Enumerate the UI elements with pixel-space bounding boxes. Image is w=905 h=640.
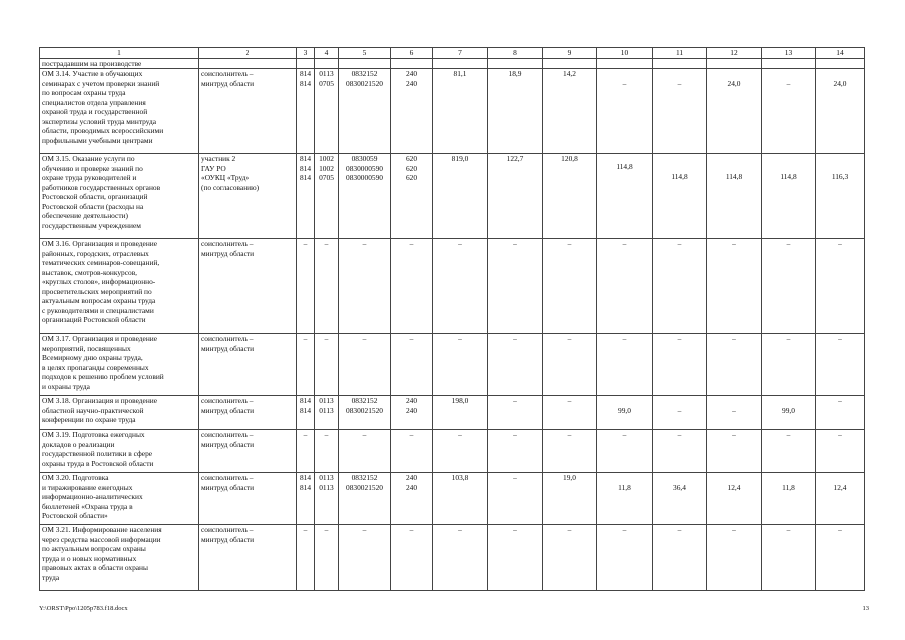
year-value: 24,0 — [816, 69, 865, 154]
year-value: – — [707, 430, 762, 473]
table-row — [40, 334, 865, 396]
total-value: – — [433, 430, 488, 473]
column-header: 6 — [391, 48, 433, 59]
measure-name: ОМ 3.14. Участие в обучающих семинарах с учетом проверки знаний по вопросам охраны труда специалистов отдела управления охраной труда и государственной экспертизы условий труда минтруда области, проводимых всероссийскими профильными учебными центрами — [40, 69, 199, 154]
grbs-code: – — [297, 430, 315, 473]
expense-code: 240 240 — [391, 396, 433, 430]
executor: соисполнитель – минтруд области — [199, 525, 297, 591]
section-code: 0113 0113 — [315, 473, 339, 525]
column-header: 4 — [315, 48, 339, 59]
column-header: 9 — [543, 48, 597, 59]
executor: соисполнитель – минтруд области — [199, 239, 297, 334]
year-value: 36,4 — [653, 473, 707, 525]
year-value: – — [762, 525, 816, 591]
column-header: 11 — [653, 48, 707, 59]
year-value: – — [653, 69, 707, 154]
measure-name: ОМ 3.21. Информирование населения через средства массовой информации по актуальным вопросам охраны труда и о новых нормативных правовых актах в области охраны труда — [40, 525, 199, 591]
executor: участник 2 ГАУ РО «ОУКЦ «Труд» (по согласованию) — [199, 154, 297, 239]
year-value: 114,8 — [762, 154, 816, 239]
section-code: – — [315, 239, 339, 334]
column-header: 10 — [597, 48, 653, 59]
section-code: 1002 1002 0705 — [315, 154, 339, 239]
grbs-code: – — [297, 334, 315, 396]
column-header: 2 — [199, 48, 297, 59]
measure-name: ОМ 3.18. Организация и проведение областной научно-практической конференции по охране труда — [40, 396, 199, 430]
target-code: – — [339, 430, 391, 473]
executor: соисполнитель – минтруд области — [199, 69, 297, 154]
expense-code: – — [391, 334, 433, 396]
year-value: – — [653, 239, 707, 334]
column-header: 14 — [816, 48, 865, 59]
year-value: – — [816, 334, 865, 396]
year-value: 120,8 — [543, 154, 597, 239]
year-value: – — [762, 69, 816, 154]
total-value: 819,0 — [433, 154, 488, 239]
year-value: – — [543, 334, 597, 396]
year-value: – — [597, 525, 653, 591]
year-value: – — [488, 396, 543, 430]
table-row — [40, 239, 865, 334]
expense-code: – — [391, 525, 433, 591]
year-value: – — [653, 334, 707, 396]
year-value: 11,8 — [597, 473, 653, 525]
target-code: – — [339, 525, 391, 591]
year-value: 99,0 — [597, 396, 653, 430]
table-row — [40, 69, 865, 154]
total-value: – — [433, 525, 488, 591]
column-header: 7 — [433, 48, 488, 59]
file-path: Y:\ORST\Ppo\1205p783.f18.docx — [39, 605, 128, 612]
year-value: 122,7 — [488, 154, 543, 239]
page-number: 13 — [862, 605, 869, 612]
executor: соисполнитель – минтруд области — [199, 396, 297, 430]
column-number-row — [40, 48, 865, 59]
total-value: – — [433, 334, 488, 396]
year-value: – — [597, 69, 653, 154]
table-row — [40, 473, 865, 525]
year-value: – — [707, 396, 762, 430]
measure-name: ОМ 3.17. Организация и проведение мероприятий, посвященных Всемирному дню охраны труда, в целях пропаганды современных подходов к решению проблем условий и охраны труда — [40, 334, 199, 396]
measure-name: ОМ 3.15. Оказание услуги по обучению и проверке знаний по охране труда руководителей и работников государственных органов Ростовской области, организаций Ростовской области (расходы на обеспечение деятельности) государственным учреждением — [40, 154, 199, 239]
year-value: 14,2 — [543, 69, 597, 154]
total-value: 81,1 — [433, 69, 488, 154]
grbs-code: 814 814 — [297, 396, 315, 430]
year-value: – — [707, 239, 762, 334]
year-value: – — [762, 239, 816, 334]
executor: соисполнитель – минтруд области — [199, 334, 297, 396]
year-value: 114,8 — [653, 154, 707, 239]
column-header: 3 — [297, 48, 315, 59]
target-code: – — [339, 334, 391, 396]
year-value: 24,0 — [707, 69, 762, 154]
year-value: – — [762, 334, 816, 396]
year-value: – — [543, 525, 597, 591]
year-value: – — [543, 396, 597, 430]
expense-code: 240 240 — [391, 69, 433, 154]
measure-name: ОМ 3.19. Подготовка ежегодных докладов о реализации государственной политики в сфере охраны труда в Ростовской области — [40, 430, 199, 473]
table-row — [40, 430, 865, 473]
year-value: – — [488, 473, 543, 525]
target-code: 0832152 0830021520 — [339, 473, 391, 525]
table-row — [40, 154, 865, 239]
grbs-code: 814 814 — [297, 69, 315, 154]
total-value: 103,8 — [433, 473, 488, 525]
year-value: – — [653, 430, 707, 473]
column-header: 13 — [762, 48, 816, 59]
year-value: – — [816, 396, 865, 430]
year-value: – — [762, 430, 816, 473]
section-code: – — [315, 334, 339, 396]
executor: соисполнитель – минтруд области — [199, 430, 297, 473]
year-value: – — [597, 430, 653, 473]
table-row — [40, 525, 865, 591]
expense-code: – — [391, 239, 433, 334]
column-header: 12 — [707, 48, 762, 59]
year-value: – — [543, 430, 597, 473]
table-row — [40, 396, 865, 430]
grbs-code: – — [297, 525, 315, 591]
grbs-code: 814 814 — [297, 473, 315, 525]
continuation-text: пострадавшим на производстве — [40, 59, 199, 69]
year-value: – — [816, 525, 865, 591]
year-value: – — [707, 334, 762, 396]
executor: соисполнитель – минтруд области — [199, 473, 297, 525]
target-code: 0832152 0830021520 — [339, 396, 391, 430]
year-value: – — [488, 430, 543, 473]
expense-code: – — [391, 430, 433, 473]
total-value: 198,0 — [433, 396, 488, 430]
section-code: 0113 0705 — [315, 69, 339, 154]
year-value: – — [488, 334, 543, 396]
year-value: 12,4 — [816, 473, 865, 525]
grbs-code: – — [297, 239, 315, 334]
column-header: 5 — [339, 48, 391, 59]
grbs-code: 814 814 814 — [297, 154, 315, 239]
year-value: 99,0 — [762, 396, 816, 430]
year-value: – — [816, 430, 865, 473]
measure-name: ОМ 3.20. Подготовка и тиражирование ежегодных информационно-аналитических бюллетеней «Охрана труда в Ростовской области» — [40, 473, 199, 525]
year-value: – — [653, 525, 707, 591]
year-value: – — [488, 525, 543, 591]
target-code: 0830059 0830000590 0830000590 — [339, 154, 391, 239]
total-value: – — [433, 239, 488, 334]
section-code: – — [315, 525, 339, 591]
year-value: – — [597, 334, 653, 396]
year-value: 11,8 — [762, 473, 816, 525]
year-value: 18,9 — [488, 69, 543, 154]
expense-code: 240 240 — [391, 473, 433, 525]
year-value: 12,4 — [707, 473, 762, 525]
target-code: 0832152 0830021520 — [339, 69, 391, 154]
continuation-row — [40, 59, 865, 69]
measure-name: ОМ 3.16. Организация и проведение районных, городских, отраслевых тематических семинаров-совещаний, выставок, смотров-конкурсов, «круглых столов», информационно- просветительских мероприятий по актуальным вопросам охраны труда с руководителями и специалистами организаций Ростовской области — [40, 239, 199, 334]
section-code: 0113 0113 — [315, 396, 339, 430]
column-header: 8 — [488, 48, 543, 59]
section-code: – — [315, 430, 339, 473]
column-header: 1 — [40, 48, 199, 59]
expense-code: 620 620 620 — [391, 154, 433, 239]
year-value: 116,3 — [816, 154, 865, 239]
target-code: – — [339, 239, 391, 334]
year-value: 114,8 — [597, 154, 653, 239]
program-table — [39, 47, 865, 591]
year-value: 19,0 — [543, 473, 597, 525]
year-value: 114,8 — [707, 154, 762, 239]
year-value: – — [653, 396, 707, 430]
year-value: – — [597, 239, 653, 334]
year-value: – — [707, 525, 762, 591]
year-value: – — [816, 239, 865, 334]
year-value: – — [488, 239, 543, 334]
year-value: – — [543, 239, 597, 334]
